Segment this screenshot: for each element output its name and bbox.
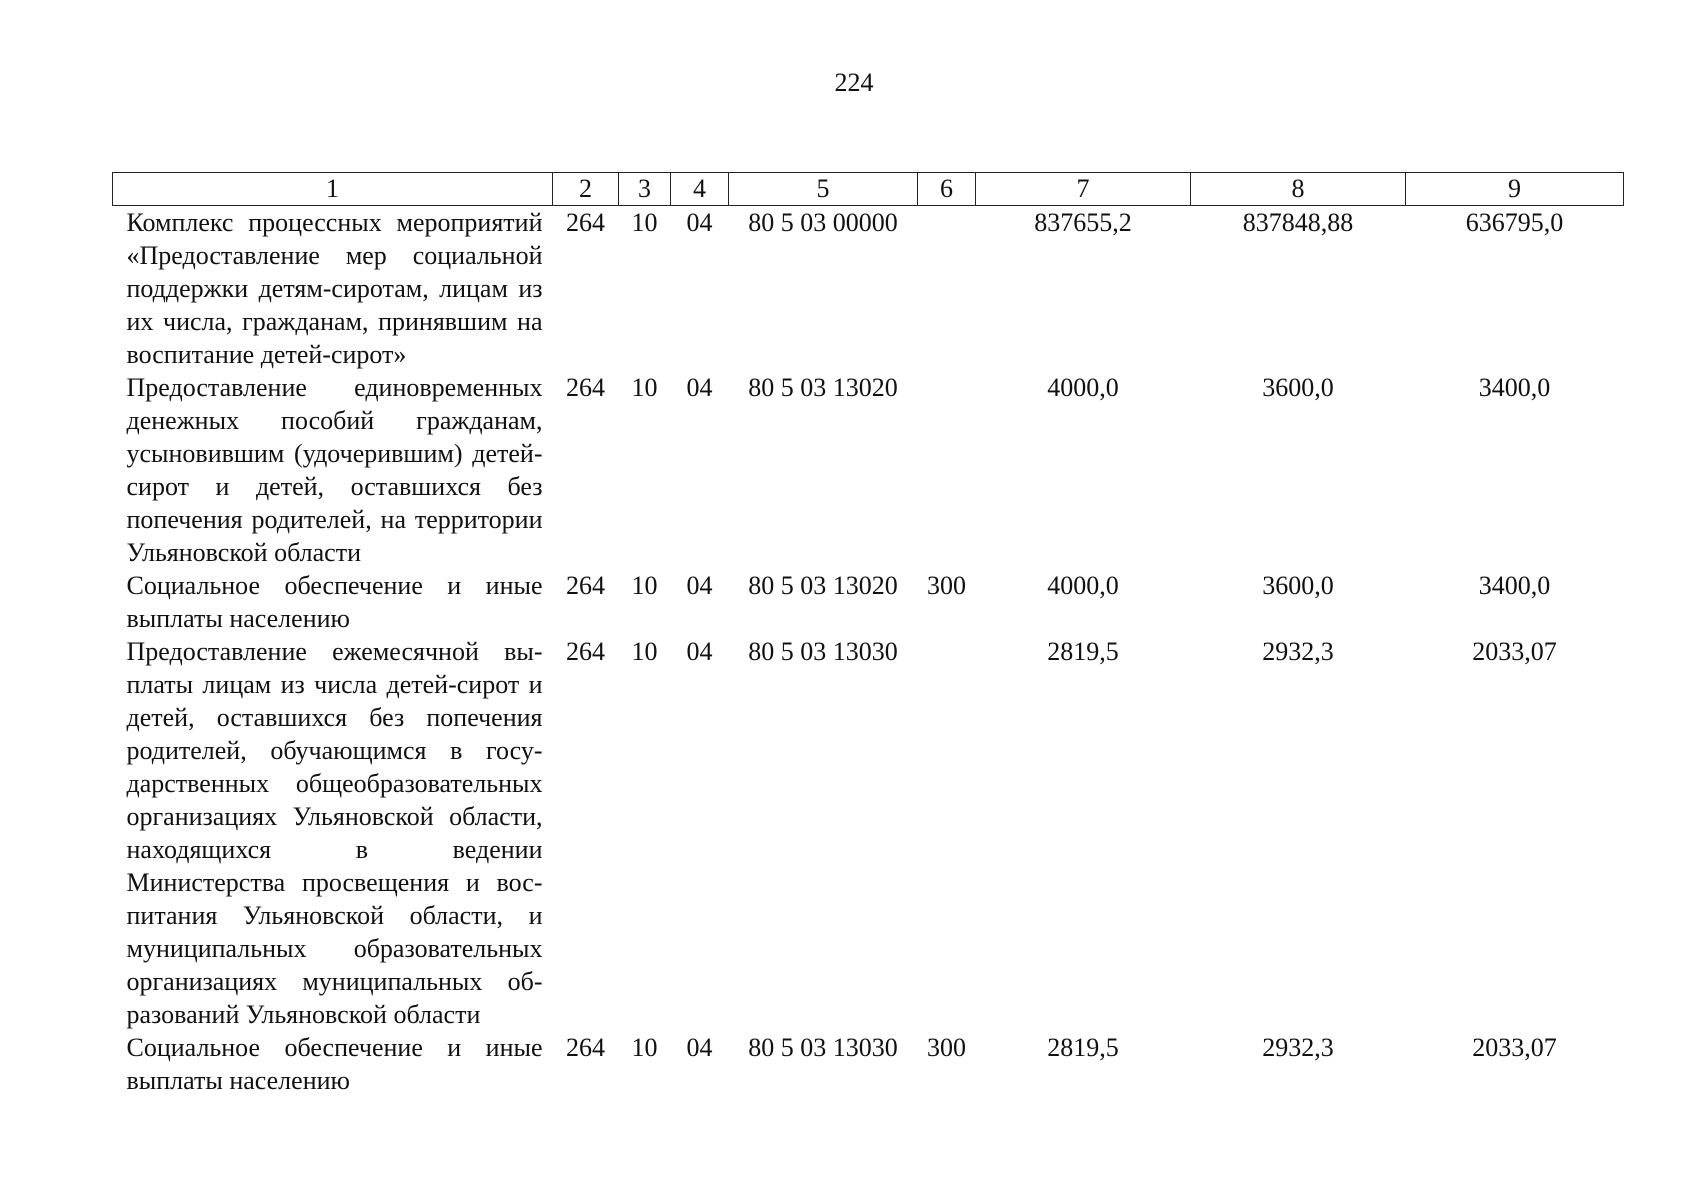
cell-ministry-code: 264 (566, 571, 605, 600)
row-description: Комплекс процессных мероприятий «Предоставление мер социальной поддержки детям-сиротам, лицам из их числа, гражданам, принявшим на воспитание детей-сирот» (126, 208, 543, 369)
cell-section: 10 (631, 571, 658, 600)
cell-amount-col8: 3600,0 (1262, 571, 1334, 600)
cell-amount-col8: 2932,3 (1262, 637, 1334, 666)
cell-target-article: 80 5 03 13030 (748, 1033, 898, 1062)
cell-amount-col8: 3600,0 (1262, 373, 1334, 402)
cell-subsection: 04 (686, 373, 713, 402)
table-row (113, 1031, 1624, 1097)
cell-expense-type: 300 (927, 571, 966, 600)
page-number: 224 (834, 68, 874, 97)
cell-target-article: 80 5 03 13030 (748, 637, 898, 666)
cell-subsection: 04 (686, 208, 713, 237)
table-row (113, 569, 1624, 635)
row-description: Социальное обеспечение и иные выплаты населению (126, 571, 543, 633)
row-description: Предоставление ежемесячной выплаты лицам из числа детей-сирот и детей, оставшихся без попечения родителей, обучающимся в государственных общеобразовательных организациях Ульяновской области, находящихся в ведении Министерства просвещения и воспитания Ульяновской области, и муниципальных образовательных организациях муниципальных образований Ульяновской области (126, 637, 543, 1029)
cell-amount-col9: 636795,0 (1465, 208, 1564, 237)
column-header: 2 (553, 173, 619, 206)
cell-amount-col7: 2819,5 (1047, 1033, 1119, 1062)
column-header: 6 (918, 173, 976, 206)
row-description: Социальное обеспечение и иные выплаты населению (126, 1033, 543, 1095)
column-header: 1 (113, 173, 553, 206)
cell-amount-col7: 837655,2 (1034, 208, 1132, 237)
cell-expense-type (918, 371, 976, 569)
cell-expense-type: 300 (927, 1033, 966, 1062)
table-row (113, 371, 1624, 569)
table-row (113, 206, 1624, 372)
cell-section: 10 (631, 208, 658, 237)
cell-expense-type (918, 206, 976, 372)
cell-amount-col8: 837848,88 (1242, 208, 1354, 237)
table-header-row (113, 173, 1624, 206)
row-description: Предоставление единовременных денежных пособий гражданам, усыновившим (удочерившим) детей-сирот и детей, оставшихся без попечения родителей, на территории Ульяновской области (126, 373, 543, 567)
cell-ministry-code: 264 (566, 208, 605, 237)
cell-amount-col7: 4000,0 (1047, 571, 1119, 600)
column-header: 3 (619, 173, 671, 206)
cell-section: 10 (631, 637, 658, 666)
budget-table (112, 172, 1624, 1097)
cell-expense-type (918, 635, 976, 1031)
cell-section: 10 (631, 373, 658, 402)
cell-amount-col8: 2932,3 (1262, 1033, 1334, 1062)
cell-amount-col9: 3400,0 (1478, 571, 1551, 600)
cell-ministry-code: 264 (566, 637, 605, 666)
cell-ministry-code: 264 (566, 373, 605, 402)
cell-amount-col7: 2819,5 (1047, 637, 1119, 666)
column-header: 5 (729, 173, 918, 206)
cell-amount-col9: 3400,0 (1478, 373, 1551, 402)
cell-amount-col7: 4000,0 (1047, 373, 1119, 402)
cell-ministry-code: 264 (566, 1033, 605, 1062)
column-header: 4 (671, 173, 729, 206)
column-header: 7 (976, 173, 1191, 206)
cell-target-article: 80 5 03 13020 (748, 571, 898, 600)
cell-target-article: 80 5 03 00000 (748, 208, 898, 237)
cell-section: 10 (631, 1033, 658, 1062)
table-row (113, 635, 1624, 1031)
cell-subsection: 04 (686, 1033, 713, 1062)
cell-target-article: 80 5 03 13020 (748, 373, 898, 402)
cell-subsection: 04 (686, 637, 713, 666)
column-header: 9 (1406, 173, 1624, 206)
cell-subsection: 04 (686, 571, 713, 600)
column-header: 8 (1191, 173, 1406, 206)
cell-amount-col9: 2033,07 (1472, 637, 1557, 666)
cell-amount-col9: 2033,07 (1472, 1033, 1557, 1062)
